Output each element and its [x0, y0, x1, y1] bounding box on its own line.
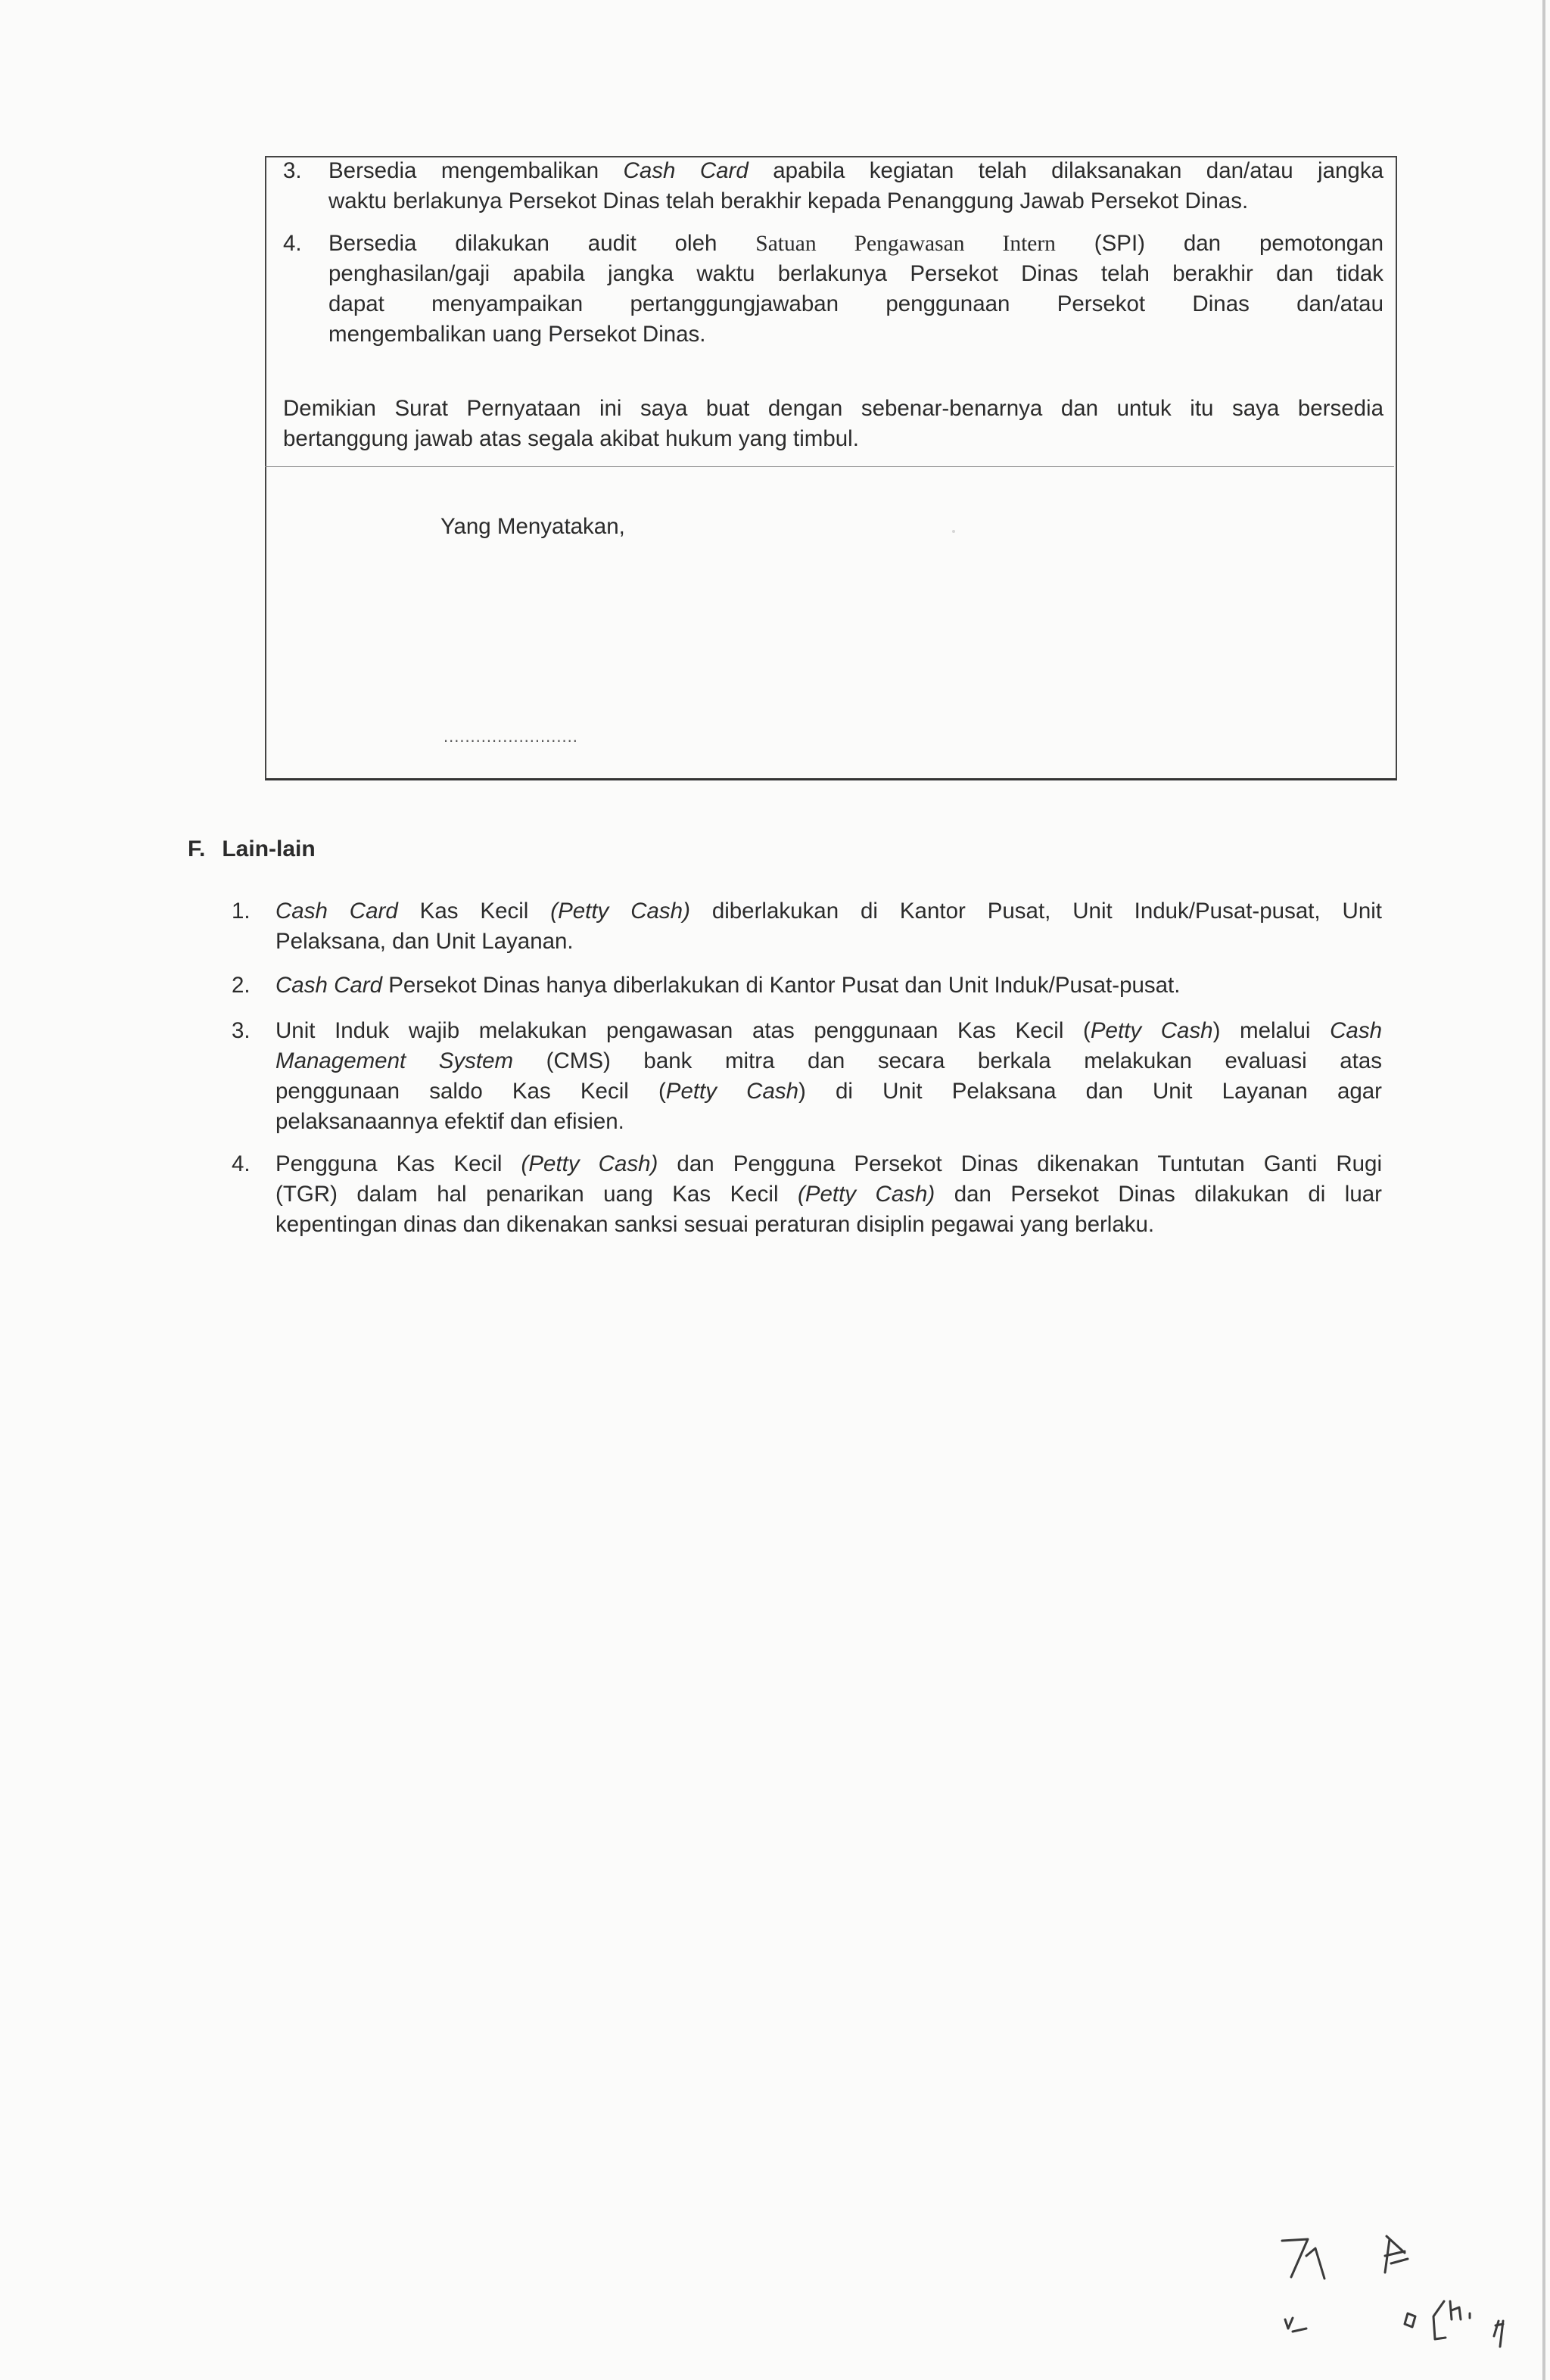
serif-term: Satuan Pengawasan Intern: [755, 232, 1056, 256]
text-line: Bersedia mengembalikan Cash Card apabila kegiatan telah dilaksanakan dan/atau jangka: [328, 158, 1383, 183]
closing-statement: [283, 394, 1383, 454]
section-f-heading: [188, 834, 316, 864]
section-f-item-4-text: [275, 1149, 1382, 1240]
section-f-item-3-text: [275, 1016, 1382, 1137]
italic-term: (Petty Cash): [521, 1151, 658, 1176]
statement-box-divider: [265, 466, 1394, 467]
section-letter: F.: [188, 836, 206, 861]
italic-term: Cash Card: [275, 973, 383, 998]
text-line: Management System (CMS) bank mitra dan secara berkala melakukan evaluasi atas: [275, 1048, 1382, 1073]
section-f-item-3-number: 3.: [232, 1018, 251, 1043]
signatory-label: Yang Menyatakan,: [440, 514, 625, 539]
text-line: pelaksanaannya efektif dan efisien.: [275, 1109, 624, 1134]
text-line: mengembalikan uang Persekot Dinas.: [328, 322, 706, 347]
italic-term: (Petty Cash): [550, 899, 690, 924]
section-f-item-1-number: 1.: [232, 899, 251, 924]
text-line: penggunaan saldo Kas Kecil (Petty Cash) di Unit Pelaksana dan Unit Layanan agar: [275, 1079, 1382, 1104]
italic-term: Management System: [275, 1048, 514, 1073]
italic-term: Petty Cash: [1090, 1018, 1213, 1043]
section-f-item-2-text: [275, 970, 1382, 1001]
text-line: Pengguna Kas Kecil (Petty Cash) dan Pengguna Persekot Dinas dikenakan Tuntutan Ganti Rugi: [275, 1151, 1383, 1176]
italic-term: Cash: [1330, 1018, 1382, 1043]
section-f-item-4-number: 4.: [232, 1151, 251, 1176]
italic-term: Cash Card: [275, 899, 398, 924]
text-line: Bersedia dilakukan audit oleh Satuan Pengawasan Intern (SPI) dan pemotongan: [328, 231, 1383, 256]
text-line: Cash Card Persekot Dinas hanya diberlakukan di Kantor Pusat dan Unit Induk/Pusat-pusat.: [275, 973, 1181, 998]
text-line: kepentingan dinas dan dikenakan sanksi sesuai peraturan disiplin pegawai yang berlaku.: [275, 1212, 1155, 1237]
text-line: penghasilan/gaji apabila jangka waktu berlakunya Persekot Dinas telah berakhir dan tidak: [328, 261, 1383, 286]
handwritten-initials-icon: [1271, 2226, 1529, 2362]
text-line: Demikian Surat Pernyataan ini saya buat dengan sebenar-benarnya dan untuk itu saya bersedia: [283, 396, 1383, 421]
text-line: bertanggung jawab atas segala akibat hukum yang timbul.: [283, 426, 859, 451]
italic-term: Cash Card: [623, 158, 749, 183]
section-title: Lain-lain: [222, 836, 316, 861]
scan-edge-line: [1542, 0, 1545, 2380]
section-f-item-2-number: 2.: [232, 973, 251, 998]
section-f-item-1-text: [275, 896, 1382, 957]
italic-term: Petty Cash: [665, 1079, 799, 1104]
statement-item-4-number: 4.: [283, 231, 302, 256]
signature-line: .........................: [444, 727, 578, 746]
text-line: Unit Induk wajib melakukan pengawasan atas penggunaan Kas Kecil (Petty Cash) melalui Cash: [275, 1018, 1382, 1043]
italic-term: (Petty Cash): [798, 1182, 935, 1207]
text-line: dapat menyampaikan pertanggungjawaban penggunaan Persekot Dinas dan/atau: [328, 291, 1383, 316]
text-line: waktu berlakunya Persekot Dinas telah berakhir kepada Penanggung Jawab Persekot Dinas.: [328, 188, 1249, 213]
statement-item-4-text: [328, 229, 1383, 350]
statement-item-3-number: 3.: [283, 158, 302, 183]
text-line: Pelaksana, dan Unit Layanan.: [275, 929, 574, 954]
text-line: (TGR) dalam hal penarikan uang Kas Kecil (Petty Cash) dan Persekot Dinas dilakukan di luar: [275, 1182, 1382, 1207]
text-line: Cash Card Kas Kecil (Petty Cash) diberlakukan di Kantor Pusat, Unit Induk/Pusat-pusat, Unit: [275, 899, 1382, 924]
statement-item-3-text: [328, 156, 1383, 217]
